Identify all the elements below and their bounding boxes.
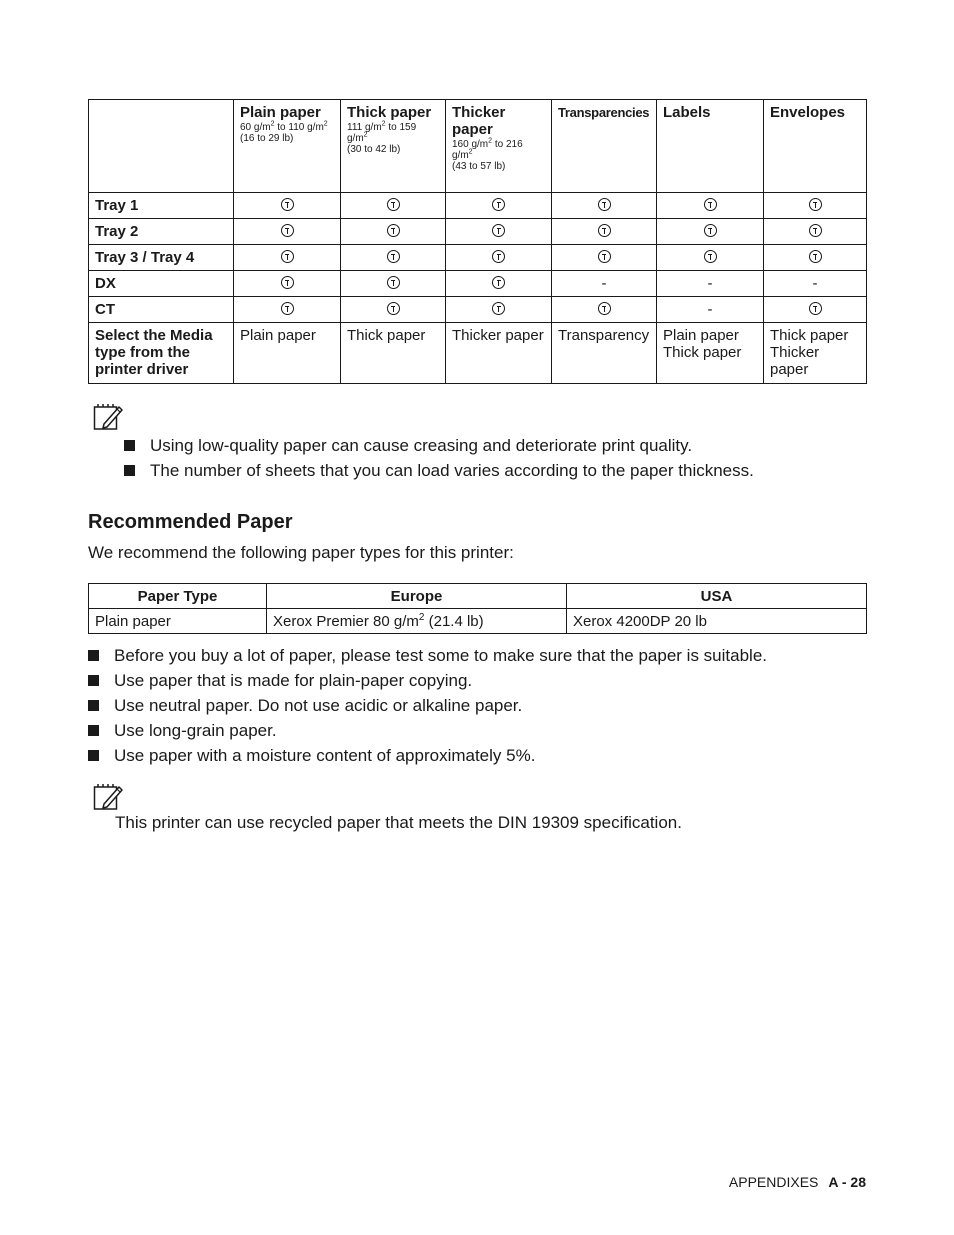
cell-envelopes-supported bbox=[764, 193, 867, 219]
supported-icon bbox=[387, 224, 400, 237]
cell-thick-paper-supported bbox=[341, 193, 446, 219]
cell-labels-supported bbox=[657, 219, 764, 245]
footer-section: APPENDIXES bbox=[728, 1174, 819, 1190]
row-label: Tray 2 bbox=[89, 219, 234, 245]
note-pencil-icon bbox=[93, 783, 123, 811]
cell-thick-paper-supported bbox=[341, 297, 446, 323]
cell-thicker-paper-supported bbox=[446, 297, 552, 323]
table-row bbox=[89, 219, 867, 245]
list-item: Use paper that is made for plain-paper copying. bbox=[88, 668, 767, 693]
driver-media-type-row bbox=[89, 323, 867, 384]
cell-thick-paper-supported bbox=[341, 245, 446, 271]
cell-thicker-paper-supported bbox=[446, 219, 552, 245]
cell-paper-type: Plain paper bbox=[89, 609, 267, 634]
not-supported-dash: - bbox=[601, 275, 607, 292]
cell-transparencies-not-supported bbox=[552, 271, 657, 297]
bullet-square-icon bbox=[88, 675, 99, 686]
cell-thicker-paper-supported bbox=[446, 245, 552, 271]
bullet-square-icon bbox=[124, 465, 135, 476]
cell-envelopes-supported bbox=[764, 245, 867, 271]
cell-driver-plain-paper: Plain paper bbox=[234, 323, 341, 384]
bullet-square-icon bbox=[88, 650, 99, 661]
cell-envelopes-supported bbox=[764, 219, 867, 245]
not-supported-dash: - bbox=[707, 301, 713, 318]
header-thick-paper: Thick paper 111 $g/m^2$ to 159 $g/m^2$ (30 to 42 lb) bbox=[341, 100, 446, 193]
table-row bbox=[89, 609, 867, 634]
table-row bbox=[89, 271, 867, 297]
cell-usa: Xerox 4200DP 20 lb bbox=[567, 609, 867, 634]
not-supported-dash: - bbox=[707, 275, 713, 292]
cell-plain-paper-supported bbox=[234, 297, 341, 323]
table-header-row bbox=[89, 584, 867, 609]
cell-thick-paper-supported bbox=[341, 219, 446, 245]
row-label: DX bbox=[89, 271, 234, 297]
header-europe: Europe bbox=[267, 584, 567, 609]
list-item: Before you buy a lot of paper, please test some to make sure that the paper is suitable. bbox=[88, 643, 767, 668]
supported-icon bbox=[598, 224, 611, 237]
cell-thick-paper-supported bbox=[341, 271, 446, 297]
row-label: Tray 1 bbox=[89, 193, 234, 219]
bullet-square-icon bbox=[88, 700, 99, 711]
supported-icon bbox=[492, 250, 505, 263]
cell-driver-labels: Plain paper Thick paper bbox=[657, 323, 764, 384]
list-item: Use long-grain paper. bbox=[88, 718, 767, 743]
cell-driver-transparencies: Transparency bbox=[552, 323, 657, 384]
supported-icon bbox=[809, 198, 822, 211]
note-list-paper-quality bbox=[124, 433, 754, 483]
bullet-square-icon bbox=[88, 725, 99, 736]
list-item: Use neutral paper. Do not use acidic or alkaline paper. bbox=[88, 693, 767, 718]
media-table-body bbox=[89, 193, 867, 384]
intro-text: We recommend the following paper types for this printer: bbox=[88, 543, 514, 562]
supported-icon bbox=[598, 198, 611, 211]
supported-icon bbox=[281, 250, 294, 263]
header-thicker-paper: Thicker paper 160 $g/m^2$ to 216 $g/m^2$ (43 to 57 lb) bbox=[446, 100, 552, 193]
recycled-paper-note: This printer can use recycled paper that meets the DIN 19309 specification. bbox=[115, 813, 682, 832]
header-paper-type: Paper Type bbox=[89, 584, 267, 609]
plain-paper-weight: 60 $g/m^2$ to 110 $g/m^2$ (16 to 29 lb) bbox=[240, 120, 328, 144]
media-table-header-row bbox=[89, 100, 867, 193]
cell-driver-envelopes: Thick paper Thicker paper bbox=[764, 323, 867, 384]
table-row bbox=[89, 297, 867, 323]
supported-icon bbox=[598, 250, 611, 263]
supported-icon bbox=[598, 302, 611, 315]
cell-transparencies-supported bbox=[552, 245, 657, 271]
bullet-square-icon bbox=[88, 750, 99, 761]
media-compatibility-table bbox=[88, 99, 867, 384]
list-item: The number of sheets that you can load varies according to the paper thickness. bbox=[124, 458, 754, 483]
list-item: Using low-quality paper can cause creasing and deteriorate print quality. bbox=[124, 433, 754, 458]
section-title: Recommended Paper bbox=[88, 511, 293, 533]
bullet-square-icon bbox=[124, 440, 135, 451]
supported-icon bbox=[809, 224, 822, 237]
row-label: CT bbox=[89, 297, 234, 323]
supported-icon bbox=[704, 250, 717, 263]
cell-thicker-paper-supported bbox=[446, 271, 552, 297]
page-number: A - 28 bbox=[828, 1174, 866, 1190]
supported-icon bbox=[281, 198, 294, 211]
supported-icon bbox=[387, 276, 400, 289]
list-item: Use paper with a moisture content of approximately 5%. bbox=[88, 743, 767, 768]
table-row bbox=[89, 193, 867, 219]
thicker-paper-weight: 160 $g/m^2$ to 216 $g/m^2$ (43 to 57 lb) bbox=[452, 137, 523, 172]
supported-icon bbox=[704, 224, 717, 237]
supported-icon bbox=[809, 302, 822, 315]
cell-plain-paper-supported bbox=[234, 271, 341, 297]
cell-transparencies-supported bbox=[552, 193, 657, 219]
supported-icon bbox=[492, 302, 505, 315]
cell-plain-paper-supported bbox=[234, 219, 341, 245]
not-supported-dash: - bbox=[812, 275, 818, 292]
supported-icon bbox=[387, 302, 400, 315]
supported-icon bbox=[809, 250, 822, 263]
header-empty-cell bbox=[89, 100, 234, 193]
paper-tips-list bbox=[88, 643, 767, 768]
header-usa: USA bbox=[567, 584, 867, 609]
supported-icon bbox=[492, 224, 505, 237]
cell-europe: Xerox Premier 80 $g/m^2$ (21.4 lb) bbox=[267, 609, 567, 634]
header-plain-paper: Plain paper 60 $g/m^2$ to 110 $g/m^2$ (16 to 29 lb) bbox=[234, 100, 341, 193]
supported-icon bbox=[387, 198, 400, 211]
table-row bbox=[89, 245, 867, 271]
cell-driver-thicker-paper: Thicker paper bbox=[446, 323, 552, 384]
supported-icon bbox=[704, 198, 717, 211]
cell-plain-paper-supported bbox=[234, 245, 341, 271]
cell-thicker-paper-supported bbox=[446, 193, 552, 219]
supported-icon bbox=[281, 276, 294, 289]
supported-icon bbox=[492, 198, 505, 211]
cell-plain-paper-supported bbox=[234, 193, 341, 219]
note-pencil-icon bbox=[93, 403, 123, 431]
thick-paper-weight: 111 $g/m^2$ to 159 $g/m^2$ (30 to 42 lb) bbox=[347, 120, 417, 155]
supported-icon bbox=[492, 276, 505, 289]
cell-transparencies-supported bbox=[552, 219, 657, 245]
header-envelopes: Envelopes bbox=[764, 100, 867, 193]
recommended-paper-table bbox=[88, 583, 867, 634]
cell-labels-not-supported bbox=[657, 297, 764, 323]
cell-envelopes-not-supported bbox=[764, 271, 867, 297]
cell-labels-not-supported bbox=[657, 271, 764, 297]
cell-driver-thick-paper: Thick paper bbox=[341, 323, 446, 384]
row-label: Select the Media type from the printer driver bbox=[89, 323, 234, 384]
cell-labels-supported bbox=[657, 193, 764, 219]
page-footer bbox=[729, 1174, 866, 1190]
header-labels: Labels bbox=[657, 100, 764, 193]
supported-icon bbox=[387, 250, 400, 263]
header-transparencies: Transparencies bbox=[552, 100, 657, 193]
supported-icon bbox=[281, 302, 294, 315]
row-label: Tray 3 / Tray 4 bbox=[89, 245, 234, 271]
supported-icon bbox=[281, 224, 294, 237]
cell-transparencies-supported bbox=[552, 297, 657, 323]
cell-labels-supported bbox=[657, 245, 764, 271]
cell-envelopes-supported bbox=[764, 297, 867, 323]
